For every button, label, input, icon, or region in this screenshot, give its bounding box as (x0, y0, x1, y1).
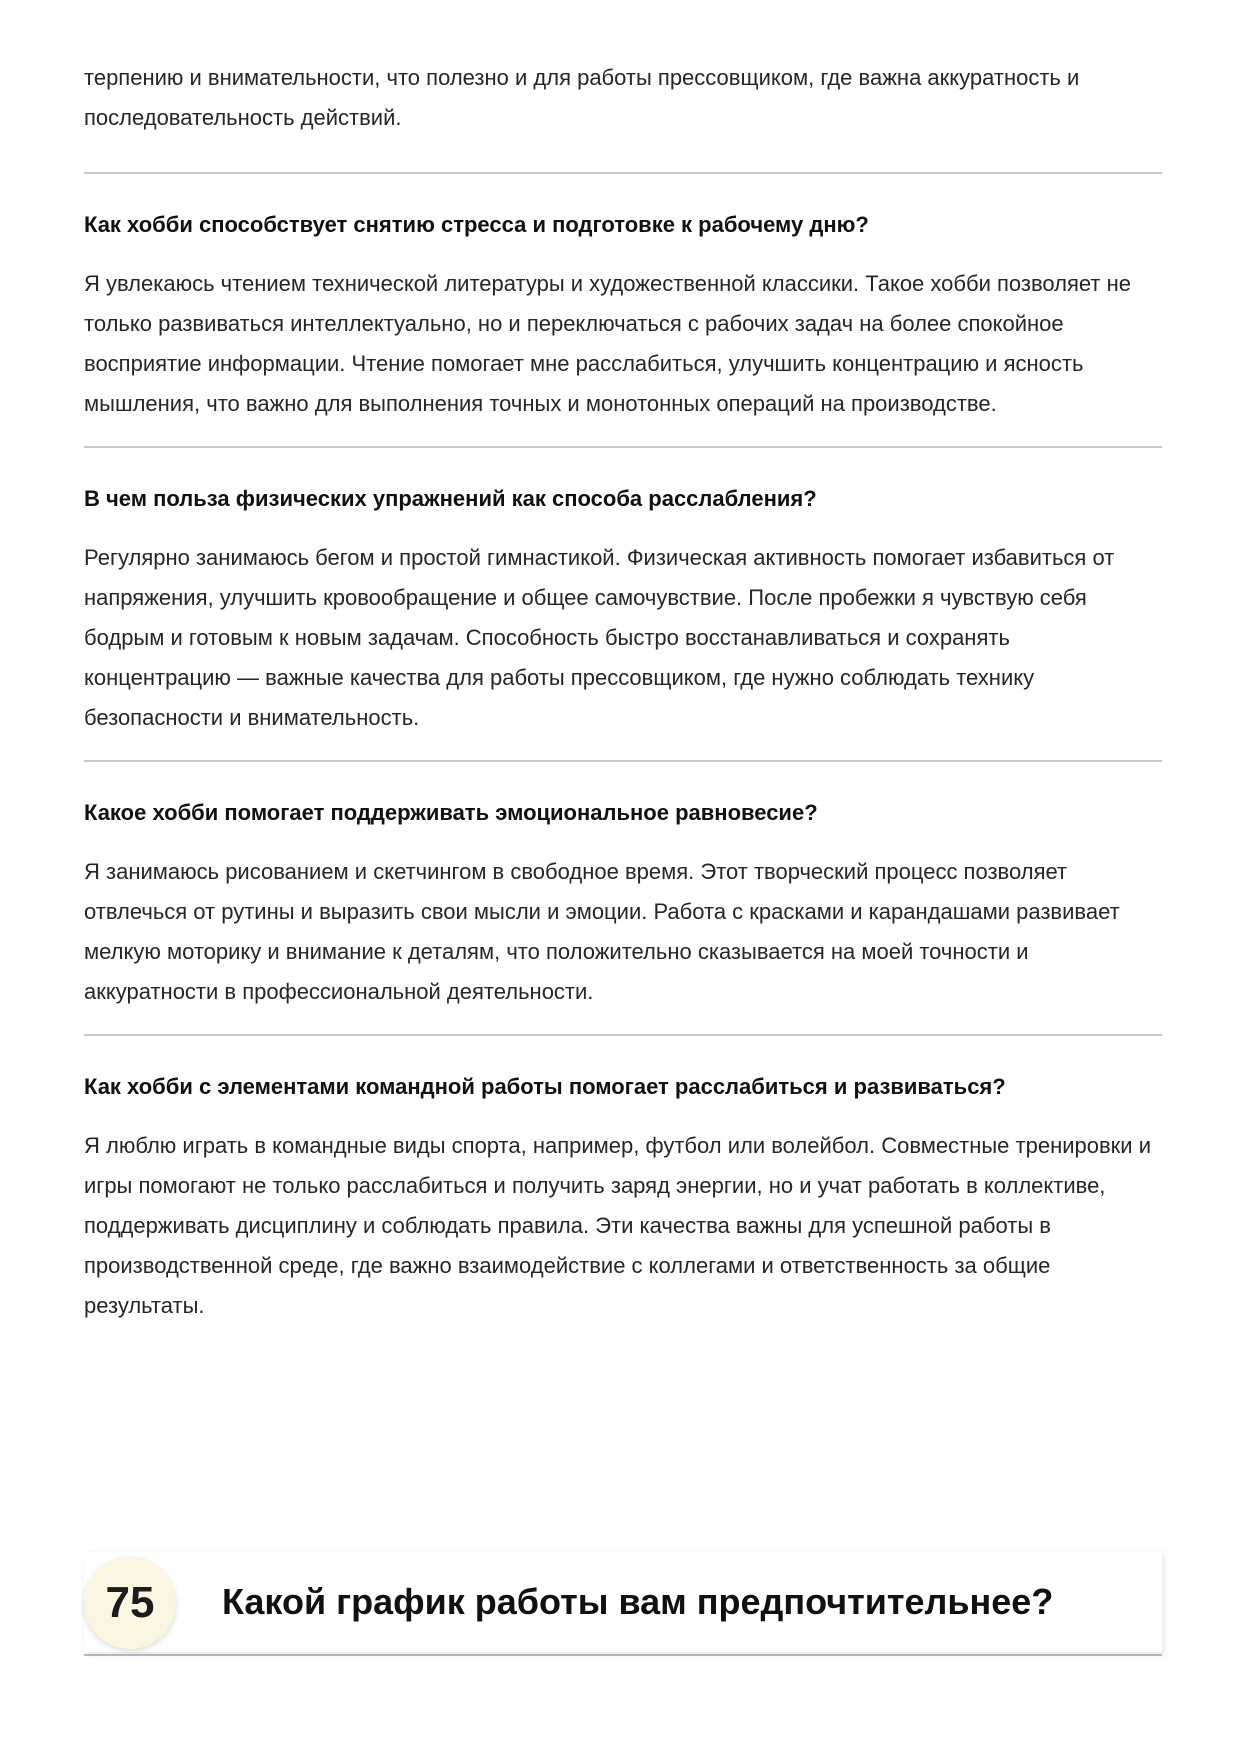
qa-block (84, 174, 1162, 424)
document-page (84, 58, 1162, 1326)
section-title: Какой график работы вам предпочтительнее? (222, 1581, 1054, 1622)
qa-block (84, 1036, 1162, 1326)
answer-paragraph: Регулярно занимаюсь бегом и простой гимнастикой. Физическая активность помогает избавиться от напряжения, улучшить кровообращение и общее самочувствие. После пробежки я чувствую себя бодрым и готовым к новым задачам. Способность быстро восстанавливаться и сохранять концентрацию — важные качества для работы прессовщиком, где нужно соблюдать технику безопасности и внимательность. (84, 545, 1115, 730)
question-heading: В чем польза физических упражнений как способа расслабления? (84, 486, 817, 511)
next-section-header (84, 1552, 1162, 1656)
intro-paragraph: терпению и внимательности, что полезно и для работы прессовщиком, где важна аккуратность и последовательность действий. (84, 65, 1080, 130)
question-heading: Как хобби способствует снятию стресса и подготовке к рабочему дню? (84, 212, 869, 237)
answer-paragraph: Я люблю играть в командные виды спорта, например, футбол или волейбол. Совместные тренировки и игры помогают не только расслабиться и получить заряд энергии, но и учат работать в коллективе, поддерживать дисциплину и соблюдать правила. Эти качества важны для успешной работы в производственной среде, где важно взаимодействие с коллегами и ответственность за общие результаты. (84, 1133, 1151, 1318)
qa-block (84, 762, 1162, 1012)
answer-paragraph: Я занимаюсь рисованием и скетчингом в свободное время. Этот творческий процесс позволяет отвлечься от рутины и выразить свои мысли и эмоции. Работа с красками и карандашами развивает мелкую моторику и внимание к деталям, что положительно сказывается на моей точности и аккуратности в профессиональной деятельности. (84, 859, 1120, 1004)
qa-block (84, 448, 1162, 738)
answer-paragraph: Я увлекаюсь чтением технической литературы и художественной классики. Такое хобби позволяет не только развиваться интеллектуально, но и переключаться с рабочих задач на более спокойное восприятие информации. Чтение помогает мне расслабиться, улучшить концентрацию и ясность мышления, что важно для выполнения точных и монотонных операций на производстве. (84, 271, 1131, 416)
question-heading: Как хобби с элементами командной работы помогает расслабиться и развиваться? (84, 1074, 1006, 1099)
section-number-badge: 75 (84, 1557, 176, 1649)
question-heading: Какое хобби помогает поддерживать эмоциональное равновесие? (84, 800, 818, 825)
